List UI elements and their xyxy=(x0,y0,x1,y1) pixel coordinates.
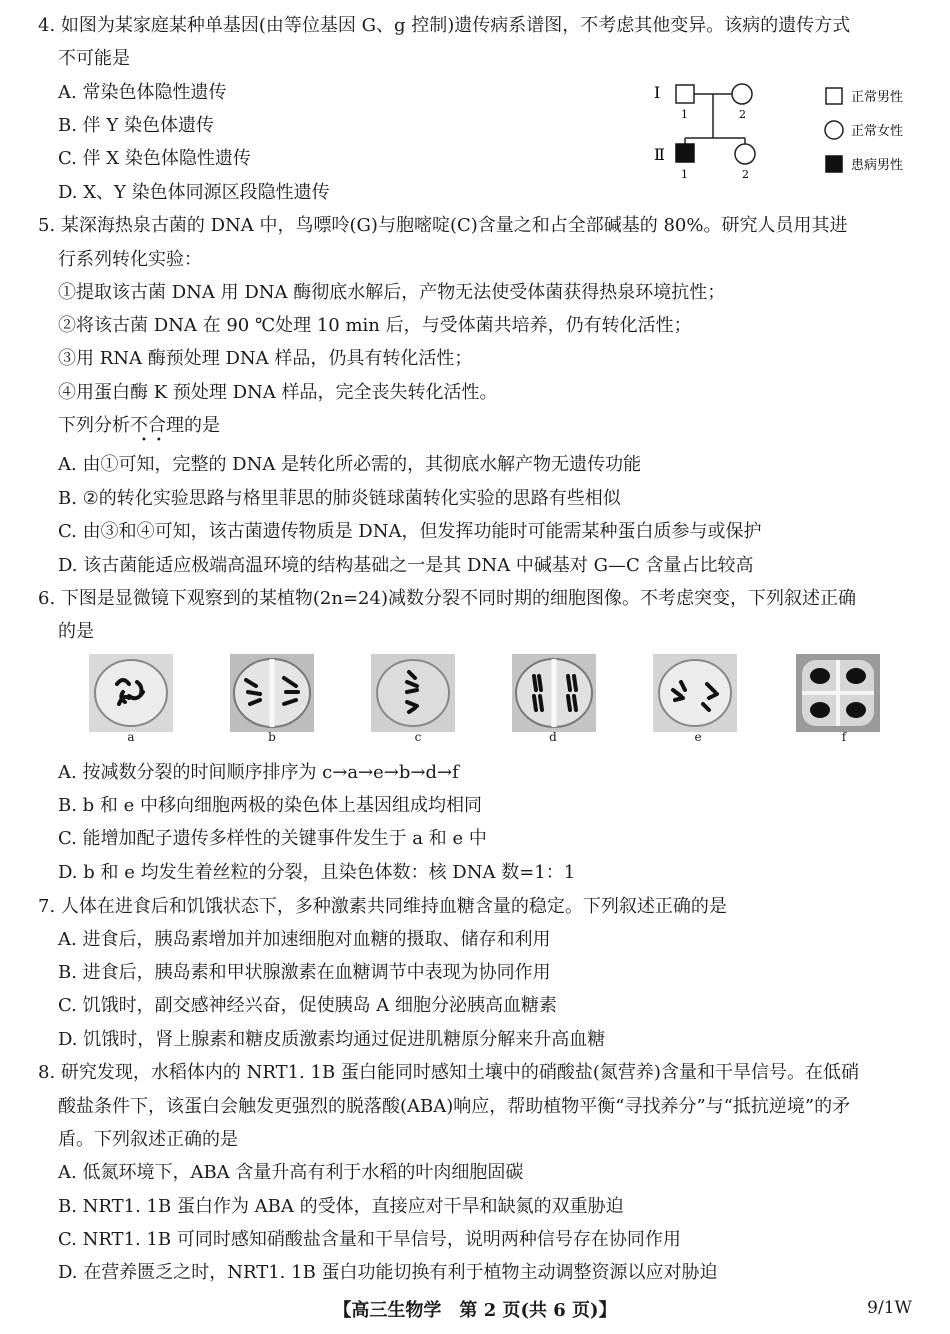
q8-option-c: C. NRT1. 1B 可同时感知硝酸盐含量和干旱信号，说明两种信号存在协同作用 xyxy=(58,1229,681,1250)
q4-stem-line2: 不可能是 xyxy=(58,48,130,69)
gen1-female-normal xyxy=(732,84,752,104)
q8-stem-line1: 8. 研究发现，水稻体内的 NRT1. 1B 蛋白能同时感知土壤中的硝酸盐(氮营养)含量和干旱信号。在低硝 xyxy=(38,1062,859,1083)
q7-option-a: A. 进食后，胰岛素增加并加速细胞对血糖的摄取、储存和利用 xyxy=(58,929,551,950)
q6-stem-line1: 6. 下图是显微镜下观察到的某植物(2n=24)减数分裂不同时期的细胞图像。不考虑突变，下列叙述正确 xyxy=(38,588,856,609)
q4-option-d: D. X、Y 染色体同源区段隐性遗传 xyxy=(58,182,330,203)
gen2-number-2: 2 xyxy=(742,168,749,181)
gen1-number-1: 1 xyxy=(681,108,688,121)
q6-option-a: A. 按减数分裂的时间顺序排序为 c→a→e→b→d→f xyxy=(58,762,459,783)
legend-normal-female-icon xyxy=(825,121,843,139)
q4-option-c: C. 伴 X 染色体隐性遗传 xyxy=(58,148,251,169)
micrograph-a xyxy=(89,654,173,732)
micrograph-c xyxy=(371,654,455,732)
gen2-female-normal xyxy=(735,144,755,164)
micrograph-label-c: c xyxy=(414,730,422,744)
legend-affected-male: 患病男性 xyxy=(851,158,904,173)
q5-option-c: C. 由③和④可知，该古菌遗传物质是 DNA，但发挥功能时可能需某种蛋白质参与或保护 xyxy=(58,521,762,542)
q8-stem-line2: 酸盐条件下，该蛋白会触发更强烈的脱落酸(ABA)响应，帮助植物平衡“寻找养分”与“抵抗逆境”的矛 xyxy=(58,1096,851,1117)
gen1-number-2: 2 xyxy=(739,108,746,121)
q4-stem-line1: 4. 如图为某家庭某种单基因(由等位基因 G、g 控制)遗传病系谱图，不考虑其他变异。该病的遗传方式 xyxy=(38,15,851,36)
generation-2-label: Ⅱ xyxy=(654,145,665,164)
page-footer-code: 9/1W xyxy=(867,1298,912,1318)
emphasis-dots: •• xyxy=(141,435,171,446)
q6-option-c: C. 能增加配子遗传多样性的关键事件发生于 a 和 e 中 xyxy=(58,828,487,849)
q8-option-d: D. 在营养匮乏之时，NRT1. 1B 蛋白功能切换有利于植物主动调整资源以应对胁迫 xyxy=(58,1262,718,1283)
q5-stem-line2: 行系列转化实验： xyxy=(58,249,202,270)
q5-step-1: ①提取该古菌 DNA 用 DNA 酶彻底水解后，产物无法使受体菌获得热泉环境抗性； xyxy=(58,282,726,303)
micrograph-f xyxy=(796,654,880,732)
q8-option-a: A. 低氮环境下，ABA 含量升高有利于水稻的叶肉细胞固碳 xyxy=(58,1162,524,1183)
q6-option-b: B. b 和 e 中移向细胞两极的染色体上基因组成均相同 xyxy=(58,795,483,816)
micrograph-e xyxy=(653,654,737,732)
q5-stem-line1: 5. 某深海热泉古菌的 DNA 中，鸟嘌呤(G)与胞嘧啶(C)含量之和占全部碱基的 80%。研究人员用其进 xyxy=(38,215,848,236)
generation-1-label: Ⅰ xyxy=(654,83,661,102)
legend-normal-male-icon xyxy=(826,88,842,104)
q7-option-c: C. 饥饿时，副交感神经兴奋，促使胰岛 A 细胞分泌胰高血糖素 xyxy=(58,995,558,1016)
q5-step-3: ③用 RNA 酶预处理 DNA 样品，仍具有转化活性； xyxy=(58,348,473,369)
q7-option-b: B. 进食后，胰岛素和甲状腺激素在血糖调节中表现为协同作用 xyxy=(58,962,551,983)
pedigree-diagram xyxy=(650,80,930,185)
q5-question: 下列分析不合理的是 xyxy=(58,415,220,436)
q5-option-a: A. 由①可知，完整的 DNA 是转化所必需的，其彻底水解产物无遗传功能 xyxy=(58,454,642,475)
q6-stem-line2: 的是 xyxy=(58,621,94,642)
page-footer-title: 【高三生物学 第 2 页(共 6 页)】 xyxy=(333,1300,617,1321)
legend-affected-male-icon xyxy=(826,156,842,172)
q5-option-d: D. 该古菌能适应极端高温环境的结构基础之一是其 DNA 中碱基对 G—C 含量占比较高 xyxy=(58,555,754,576)
micrograph-label-f: f xyxy=(841,730,847,744)
q7-stem: 7. 人体在进食后和饥饿状态下，多种激素共同维持血糖含量的稳定。下列叙述正确的是 xyxy=(38,896,727,917)
gen2-male-affected xyxy=(676,144,694,162)
legend-normal-male: 正常男性 xyxy=(851,90,904,105)
gen1-male-normal xyxy=(676,85,694,103)
micrograph-d xyxy=(512,654,596,732)
gen2-number-1: 1 xyxy=(681,168,688,181)
micrograph-label-b: b xyxy=(268,730,276,744)
q7-option-d: D. 饥饿时，肾上腺素和糖皮质激素均通过促进肌糖原分解来升高血糖 xyxy=(58,1029,606,1050)
q6-option-d: D. b 和 e 均发生着丝粒的分裂，且染色体数：核 DNA 数=1：1 xyxy=(58,862,576,883)
micrograph-label-e: e xyxy=(694,730,702,744)
micrograph-label-a: a xyxy=(127,730,135,744)
q8-stem-line3: 盾。下列叙述正确的是 xyxy=(58,1129,238,1150)
q5-option-b: B. ②的转化实验思路与格里菲思的肺炎链球菌转化实验的思路有些相似 xyxy=(58,488,621,509)
q4-option-a: A. 常染色体隐性遗传 xyxy=(58,82,227,103)
q5-step-2: ②将该古菌 DNA 在 90 ℃处理 10 min 后，与受体菌共培养，仍有转化活性； xyxy=(58,315,692,336)
q8-option-b: B. NRT1. 1B 蛋白作为 ABA 的受体，直接应对干旱和缺氮的双重胁迫 xyxy=(58,1196,624,1217)
q4-option-b: B. 伴 Y 染色体遗传 xyxy=(58,115,214,136)
micrograph-label-d: d xyxy=(549,730,557,744)
legend-normal-female: 正常女性 xyxy=(851,124,904,139)
micrograph-b xyxy=(230,654,314,732)
q5-step-4: ④用蛋白酶 K 预处理 DNA 样品，完全丧失转化活性。 xyxy=(58,382,498,403)
